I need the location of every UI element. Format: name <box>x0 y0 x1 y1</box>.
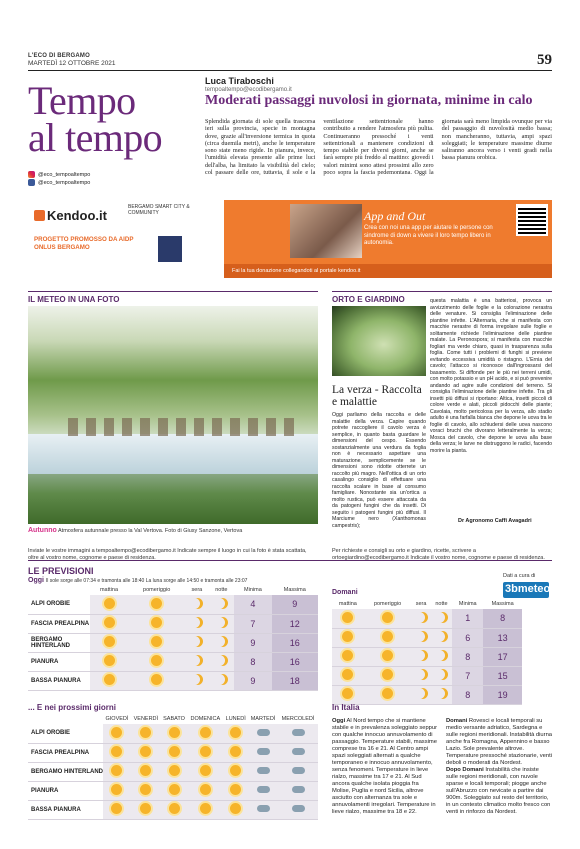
table-row <box>332 666 522 685</box>
sun-icon <box>200 746 211 757</box>
previsioni-rule <box>28 560 552 561</box>
app-footer: Fai la tua donazione collegandoti al portale kendoo.it <box>224 264 552 278</box>
moon-icon <box>434 688 445 699</box>
moon-icon <box>214 598 225 609</box>
cloud-icon <box>292 729 305 736</box>
kendoo-logo: Kendoo.it <box>34 208 107 223</box>
cloud-icon <box>257 748 270 755</box>
temp-max: 15 <box>483 666 522 685</box>
col-header: mattina <box>338 601 357 607</box>
sun-icon <box>104 636 115 647</box>
table-row <box>28 633 318 652</box>
city-name: FASCIA PREALPINA <box>28 614 90 633</box>
orto-signature: Dr Agronomo Caffi Avagadri <box>458 518 532 524</box>
sun-icon <box>342 688 353 699</box>
cabbage-photo <box>332 306 426 376</box>
caption-title: Autunno <box>28 527 57 534</box>
orto-heading: ORTO E GIARDINO <box>332 291 552 303</box>
astro-times: Il sole sorge alle 07:34 e tramonta alle 18:40 La luna sorge alle 14:50 e tramonta alle 23:07 <box>45 578 248 584</box>
sun-icon <box>169 803 180 814</box>
oggi-table <box>28 585 318 691</box>
table-row <box>28 781 318 800</box>
temp-min: 4 <box>234 595 271 614</box>
moon-icon <box>434 612 445 623</box>
smart-city-label: BERGAMO SMART CITY & COMMUNITY <box>128 204 190 216</box>
sun-icon <box>140 746 151 757</box>
moon-icon <box>414 612 425 623</box>
city-name: ALPI OROBIE <box>28 595 90 614</box>
sun-icon <box>104 598 115 609</box>
table-row <box>332 628 522 647</box>
sun-icon <box>382 650 393 661</box>
cloud-icon <box>292 767 305 774</box>
temp-min: 9 <box>234 633 271 652</box>
sun-icon <box>200 803 211 814</box>
sun-icon <box>140 765 151 776</box>
col-header: pomeriggio <box>373 601 402 607</box>
moon-icon <box>214 617 225 628</box>
sun-icon <box>104 655 115 666</box>
orto-title: La verza - Raccolta e malattie <box>332 384 422 408</box>
sun-icon <box>382 688 393 699</box>
previsioni-title: LE PREVISIONI <box>28 566 94 576</box>
dati-label: Dati a cura di <box>503 573 536 579</box>
italia-title: In Italia <box>332 703 360 712</box>
orto-text-1: Oggi parliamo della raccolta e delle malattie della verza. Capire quando potrete raccogliere il cavolo verza è semplice, in quanto basta guardare le dimensioni del cespo. Essendo sostanzialmente una verdura da foglia non è necessario aspettare una maturazione, semplicemente se le dimensioni sono ridotte otterrete un raccolto più magro. Nell'ottica di un orto casalingo consiglio di effettuare una raccolta scalare in base al consumo famigliare. Nonostante sia un'ortica a molto rustica, può essere attaccata da da patogeni fungini che da insetti. Di seguito i patogeni fungini più diffusi. Il Marciume nero (Xanthomonas campestris); <box>332 412 426 528</box>
moon-icon <box>414 669 425 680</box>
sun-icon <box>104 617 115 628</box>
sun-icon <box>169 784 180 795</box>
facebook-link[interactable]: @eco_tempoaltempo <box>28 179 90 187</box>
sun-icon <box>151 636 162 647</box>
sun-icon <box>151 655 162 666</box>
temp-max: 19 <box>483 685 522 704</box>
sun-icon <box>230 784 241 795</box>
autumn-photo <box>28 306 318 524</box>
day-header: VENERDÌ <box>133 716 159 722</box>
day-header: MERCOLEDÌ <box>281 716 315 722</box>
table-row <box>28 614 318 633</box>
moon-icon <box>189 636 200 647</box>
table-row <box>332 647 522 666</box>
sun-icon <box>382 631 393 642</box>
orto-text-2: questa malattia è una batteriosi, provoca un avvizzimento delle foglie e la colorazione nerastra delle venature. Si consiglia l'eliminazione delle piantine infette. L'Alternaria, che si manifesta con macchie nerastre di forma irregolare sulle foglie e solitamente richiede l'eliminazione delle piantine malate. La Peronospora; si manifesta con macchie fogliari ma verde chiaro, quasi in trasparenza sulla foglia. Come tutti i problemi di funghi si previene evitando eccessiva umidità o ristagno. L'Ernia del cavolo; l'attacco si riconosce dall'ingrossarsi del basamento. Si diffonde per le più nei terreni umidi, con molto potassio e un pH acido, e si può prevenire andando ad agire sulle condizioni del terreno. Si consiglia l'eliminazione delle piantine infette. Tra gli insetti più diffusi si riportano: Altica, insetti piccoli di colore verde e alati, piccoli pidocchi delle piante; Cavolaia, molto pericolosa per la verza, allo stadio adulto è una farfalla bianca che depone le uova tra le foglie di cavolo, allo schiudersi delle uova nascono voraci bruchi che divorano letteralmente la verza; Mosca del cavolo, che depone le uova alla base della verza; le larve ne distruggono le radici, facendo morire la pianta. <box>430 298 552 454</box>
prossimi-table <box>28 714 318 820</box>
sun-icon <box>151 598 162 609</box>
sun-icon <box>342 650 353 661</box>
title-line1: Tempo <box>28 78 136 123</box>
sun-icon <box>151 617 162 628</box>
moon-icon <box>434 669 445 680</box>
sun-icon <box>200 784 211 795</box>
river-water <box>28 434 318 474</box>
kendoo-panel <box>28 200 224 278</box>
table-row <box>28 743 318 762</box>
col-header: pomeriggio <box>143 587 171 593</box>
domani-table <box>332 599 522 705</box>
city-name: ALPI OROBIE <box>28 724 103 743</box>
temp-min: 8 <box>234 652 271 671</box>
temp-max: 9 <box>272 595 318 614</box>
moon-icon <box>189 598 200 609</box>
temp-max: 12 <box>272 614 318 633</box>
qr-code-icon[interactable] <box>516 204 548 236</box>
sun-icon <box>382 612 393 623</box>
top-rule <box>28 70 552 71</box>
cloud-icon <box>257 767 270 774</box>
social-links <box>28 171 90 187</box>
day-header: LUNEDÌ <box>225 716 246 722</box>
orto-note: Per richieste e consigli su orto e giardino, ricette, scrivere a ortoegiardino@ecodibergamo.it Indicate il vostro nome, cognome e paese di residenza. <box>332 548 545 561</box>
ad-photo <box>290 204 362 258</box>
sun-icon <box>230 765 241 776</box>
sun-icon <box>200 727 211 738</box>
table-row <box>28 800 318 819</box>
temp-min: 6 <box>452 628 483 647</box>
moon-icon <box>414 688 425 699</box>
author-email[interactable]: tempoaltempo@ecodibergamo.it <box>205 87 292 93</box>
sun-icon <box>111 765 122 776</box>
col-header: Minima <box>458 601 477 607</box>
app-title: App and Out <box>364 209 426 223</box>
page-number: 59 <box>537 52 552 68</box>
day-header: GIOVEDÌ <box>105 716 129 722</box>
moon-icon <box>414 631 425 642</box>
temp-max: 16 <box>272 652 318 671</box>
temp-min: 7 <box>234 614 271 633</box>
moon-icon <box>214 655 225 666</box>
city-name: FASCIA PREALPINA <box>28 743 103 762</box>
sun-icon <box>342 612 353 623</box>
domani-header: Domani <box>332 589 358 596</box>
city-name: PIANURA <box>28 781 103 800</box>
col-header: Massima <box>283 587 306 593</box>
temp-min: 8 <box>452 685 483 704</box>
col-header: sera <box>415 601 427 607</box>
temp-min: 7 <box>452 666 483 685</box>
temp-min: 8 <box>452 647 483 666</box>
sun-icon <box>111 803 122 814</box>
article-headline: Moderati passaggi nuvolosi in giornata, minime in calo <box>205 93 533 108</box>
sun-icon <box>342 669 353 680</box>
temp-max: 8 <box>483 609 522 628</box>
sun-icon <box>230 746 241 757</box>
facebook-icon <box>28 179 35 186</box>
photo-caption: Autunno Atmosfera autunnale presso la Val Vertova. Foto di Giusy Sanzone, Vertova <box>28 527 243 534</box>
moon-icon <box>214 636 225 647</box>
issue-date: MARTEDÌ 12 OTTOBRE 2021 <box>28 60 116 67</box>
meteo-foto-heading: IL METEO IN UNA FOTO <box>28 291 318 303</box>
temp-max: 16 <box>272 633 318 652</box>
table-row <box>332 609 522 628</box>
cloud-icon <box>292 748 305 755</box>
temp-max: 18 <box>272 671 318 690</box>
stepping-stones <box>68 418 298 436</box>
sun-icon <box>230 727 241 738</box>
sun-icon <box>151 674 162 685</box>
city-name: PIANURA <box>28 652 90 671</box>
table-row <box>28 671 318 690</box>
promo-text: PROGETTO PROMOSSO DA AIDP ONLUS BERGAMO <box>34 236 134 251</box>
table-row <box>332 685 522 704</box>
sun-icon <box>140 784 151 795</box>
temp-max: 13 <box>483 628 522 647</box>
moon-icon <box>434 650 445 661</box>
moon-icon <box>214 674 225 685</box>
day-header: DOMENICA <box>190 716 221 722</box>
cloud-icon <box>257 786 270 793</box>
instagram-link[interactable]: @eco_tempoaltempo <box>28 171 90 179</box>
masthead <box>28 52 116 68</box>
col-header: Massima <box>491 601 514 607</box>
col-header: notte <box>435 601 448 607</box>
cloud-icon <box>292 805 305 812</box>
sun-icon <box>111 727 122 738</box>
sun-icon <box>169 746 180 757</box>
sun-icon <box>230 803 241 814</box>
sun-icon <box>140 727 151 738</box>
table-row <box>28 595 318 614</box>
moon-icon <box>414 650 425 661</box>
col-header: Minima <box>244 587 262 593</box>
col-header: mattina <box>99 587 119 593</box>
cloud-icon <box>257 729 270 736</box>
app-text: Crea con noi una app per aiutare le persone con sindrome di down a vivere il loro tempo libero in autonomia. <box>364 225 493 246</box>
table-row <box>28 652 318 671</box>
sun-icon <box>169 765 180 776</box>
aidp-logo <box>158 236 182 262</box>
sun-icon <box>382 669 393 680</box>
table-row <box>28 724 318 743</box>
kendoo-ad[interactable] <box>28 200 552 278</box>
article-author: Luca Tiraboschi <box>205 76 274 86</box>
italia-text: Oggi Al Nord tempo che si mantiene stabile e in prevalenza soleggiato seppur con qualche innocuo annuvolamento di passaggio. Temperature stabili, massime comprese tra 16 e 21. Al Centro ampi spazi soleggiati alternati a qualche temporaneo e innocuo annuvolamento, senza fenomeni. Temperature in lieve rialzo, massime tra 17 e 21. Al Sud ancora qualche isolata pioggia fra Molise, Puglia e nord Sicilia, altrove asciutto con alternanza tra sole e annuvolamenti irregolari. Temperature in lieve rialzo, massime tra 18 e 22. Domani Rovesci e locali temporali su medio versante adriatico, Sardegna e sulle regioni meridionali. Instabilità diurna anche fra Romagna, Appennino e basso Lazio. Sole prevalente altrove. Temperature pressoché stazionarie, venti deboli o moderati da Nordest. Dopo Domani Instabilità che insiste sulle regioni meridionali, con nuvole sparse e locali temporali; piogge anche sull'Abruzzo con nevicate a partire dai 900m. Soleggiato sul resto del territorio, in un contesto climatico molto fresco con venti in rinforzo da Nordest. <box>332 718 552 815</box>
prossimi-title: ... E nei prossimi giorni <box>28 703 117 712</box>
city-name: BERGAMO HINTERLAND <box>28 633 90 652</box>
app-and-out-panel <box>224 200 552 278</box>
3bmeteo-logo: 3bmeteo <box>503 582 549 598</box>
sun-icon <box>169 727 180 738</box>
cloud-icon <box>257 805 270 812</box>
temp-max: 17 <box>483 647 522 666</box>
article-body: Splendida giornata di sole quella trascorsa ieri sulla provincia, specie in montagna dove, grazie all'inversione termica in quota (circa duemila metri), anche le temperature sono state meno rigide. In pianura, invece, l'umidità elevata presente alle prime luci dell'alba, ha limitato la visibilità del cielo; col passare delle ore, tuttavia, il sole e la ventilazione settentrionale hanno contribuito a rendere l'atmosfera più pulita. Continueranno pressoché i venti settentrionali a mantenere condizioni di tempo stabile per diversi giorni, anche se farà sempre più freddo al mattino: giovedì i valori minimi sono attesi prossimi allo zero poco sopra la fascia pedemontana. Oggi la giornata sarà meno limpida ovunque per via del passaggio di nuvolosità medio bassa; non mancheranno, tuttavia, ampi spazi soleggiati; le temperature massime diurne saliranno ancora verso i venti gradi nella bassa pianura orobica. <box>205 118 552 177</box>
kendoo-icon <box>34 210 45 221</box>
city-name: BASSA PIANURA <box>28 800 103 819</box>
col-header: notte <box>215 587 228 593</box>
day-header: MARTEDÌ <box>250 716 276 722</box>
sun-icon <box>200 765 211 776</box>
sun-icon <box>111 784 122 795</box>
temp-min: 9 <box>234 671 271 690</box>
cloud-icon <box>292 786 305 793</box>
photo-invite: Inviate le vostre immagini a tempoaltempo@ecodibergamo.it Indicate sempre il luogo in cui la foto è stata scattata, oltre al vostro nome, cognome e paese di residenza. <box>28 548 307 561</box>
city-name: BERGAMO HINTERLAND <box>28 762 103 781</box>
moon-icon <box>189 674 200 685</box>
col-header: sera <box>191 587 203 593</box>
sun-icon <box>342 631 353 642</box>
temp-min: 1 <box>452 609 483 628</box>
oggi-header: Oggi Il sole sorge alle 07:34 e tramonta alle 18:40 La luna sorge alle 14:50 e tramonta alle 23:07 <box>28 577 248 584</box>
section-title <box>28 78 163 160</box>
table-row <box>28 762 318 781</box>
moon-icon <box>189 655 200 666</box>
instagram-icon <box>28 171 35 178</box>
moon-icon <box>434 631 445 642</box>
sun-icon <box>104 674 115 685</box>
sun-icon <box>111 746 122 757</box>
day-header: SABATO <box>163 716 185 722</box>
moon-icon <box>189 617 200 628</box>
paper-name: L'ECO DI BERGAMO <box>28 53 90 59</box>
sun-icon <box>140 803 151 814</box>
title-line2: al tempo <box>28 115 163 160</box>
city-name: BASSA PIANURA <box>28 671 90 690</box>
